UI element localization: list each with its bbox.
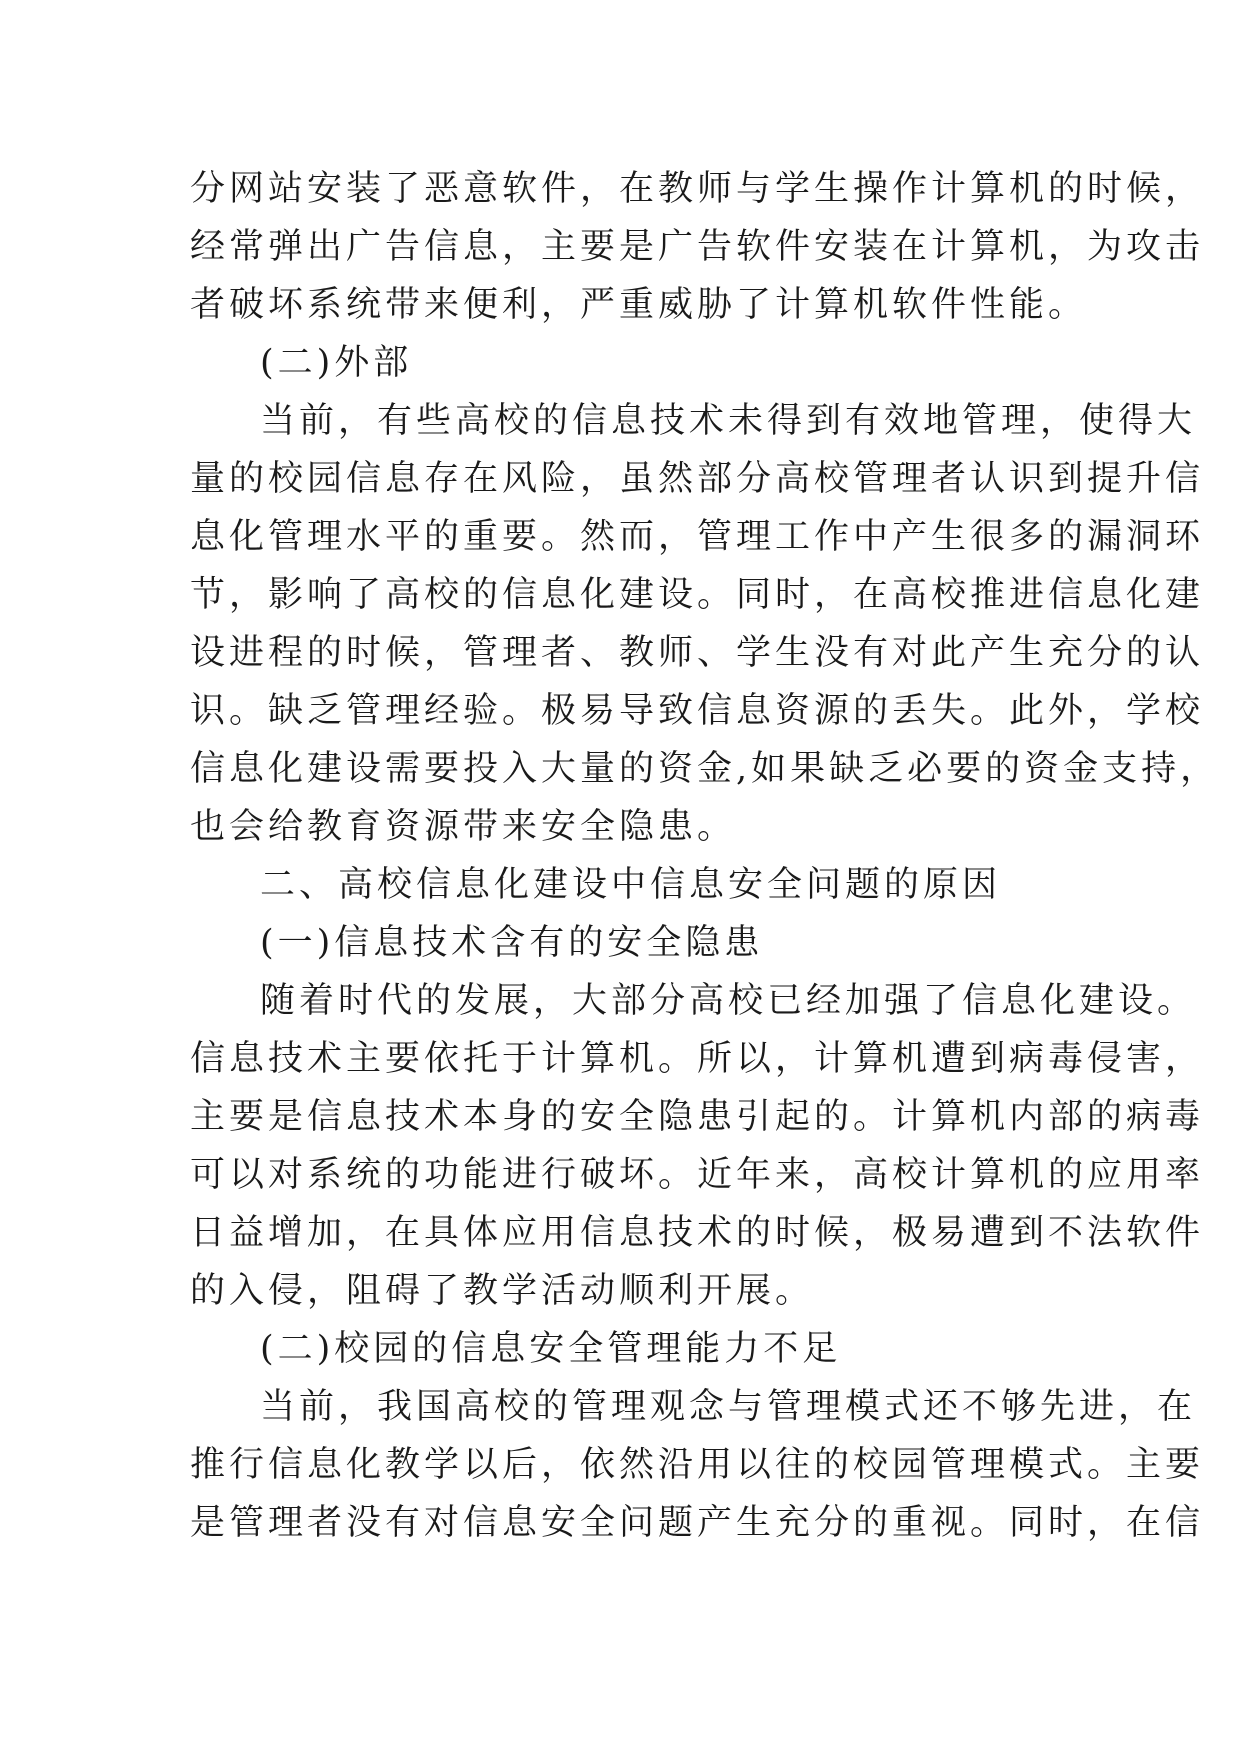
text-line: 识。缺乏管理经验。极易导致信息资源的丢失。此外，学校 [190, 691, 1205, 731]
text-line: (二)外部 [260, 343, 413, 383]
text-line: 的入侵，阻碍了教学活动顺利开展。 [190, 1271, 815, 1311]
document-body [190, 160, 1220, 1552]
text-line: 也会给教育资源带来安全隐患。 [190, 807, 737, 847]
text-line: (二)校园的信息安全管理能力不足 [260, 1329, 842, 1369]
text-line: (一)信息技术含有的安全隐患 [260, 923, 764, 963]
text-line: 是管理者没有对信息安全问题产生充分的重视。同时，在信 [190, 1503, 1205, 1543]
text-line: 二、高校信息化建设中信息安全问题的原因 [260, 865, 1002, 905]
text-line: 可以对系统的功能进行破坏。近年来，高校计算机的应用率 [190, 1155, 1205, 1195]
text-line: 主要是信息技术本身的安全隐患引起的。计算机内部的病毒 [190, 1097, 1205, 1137]
text-line: 当前，我国高校的管理观念与管理模式还不够先进，在 [260, 1387, 1197, 1427]
text-line: 当前，有些高校的信息技术未得到有效地管理，使得大 [260, 401, 1197, 441]
text-line: 日益增加，在具体应用信息技术的时候，极易遭到不法软件 [190, 1213, 1205, 1253]
text-line: 设进程的时候，管理者、教师、学生没有对此产生充分的认 [190, 633, 1205, 673]
text-line: 经常弹出广告信息，主要是广告软件安装在计算机，为攻击 [190, 227, 1205, 267]
text-line: 随着时代的发展，大部分高校已经加强了信息化建设。 [260, 981, 1197, 1021]
text-line: 信息技术主要依托于计算机。所以，计算机遭到病毒侵害， [190, 1039, 1205, 1079]
text-line: 信息化建设需要投入大量的资金,如果缺乏必要的资金支持， [190, 749, 1220, 789]
text-line: 息化管理水平的重要。然而，管理工作中产生很多的漏洞环 [190, 517, 1205, 557]
text-line: 推行信息化教学以后，依然沿用以往的校园管理模式。主要 [190, 1445, 1205, 1485]
text-line: 分网站安装了恶意软件，在教师与学生操作计算机的时候， [190, 169, 1205, 209]
text-line: 者破坏系统带来便利，严重威胁了计算机软件性能。 [190, 285, 1088, 325]
text-line: 节，影响了高校的信息化建设。同时，在高校推进信息化建 [190, 575, 1205, 615]
text-line: 量的校园信息存在风险，虽然部分高校管理者认识到提升信 [190, 459, 1205, 499]
